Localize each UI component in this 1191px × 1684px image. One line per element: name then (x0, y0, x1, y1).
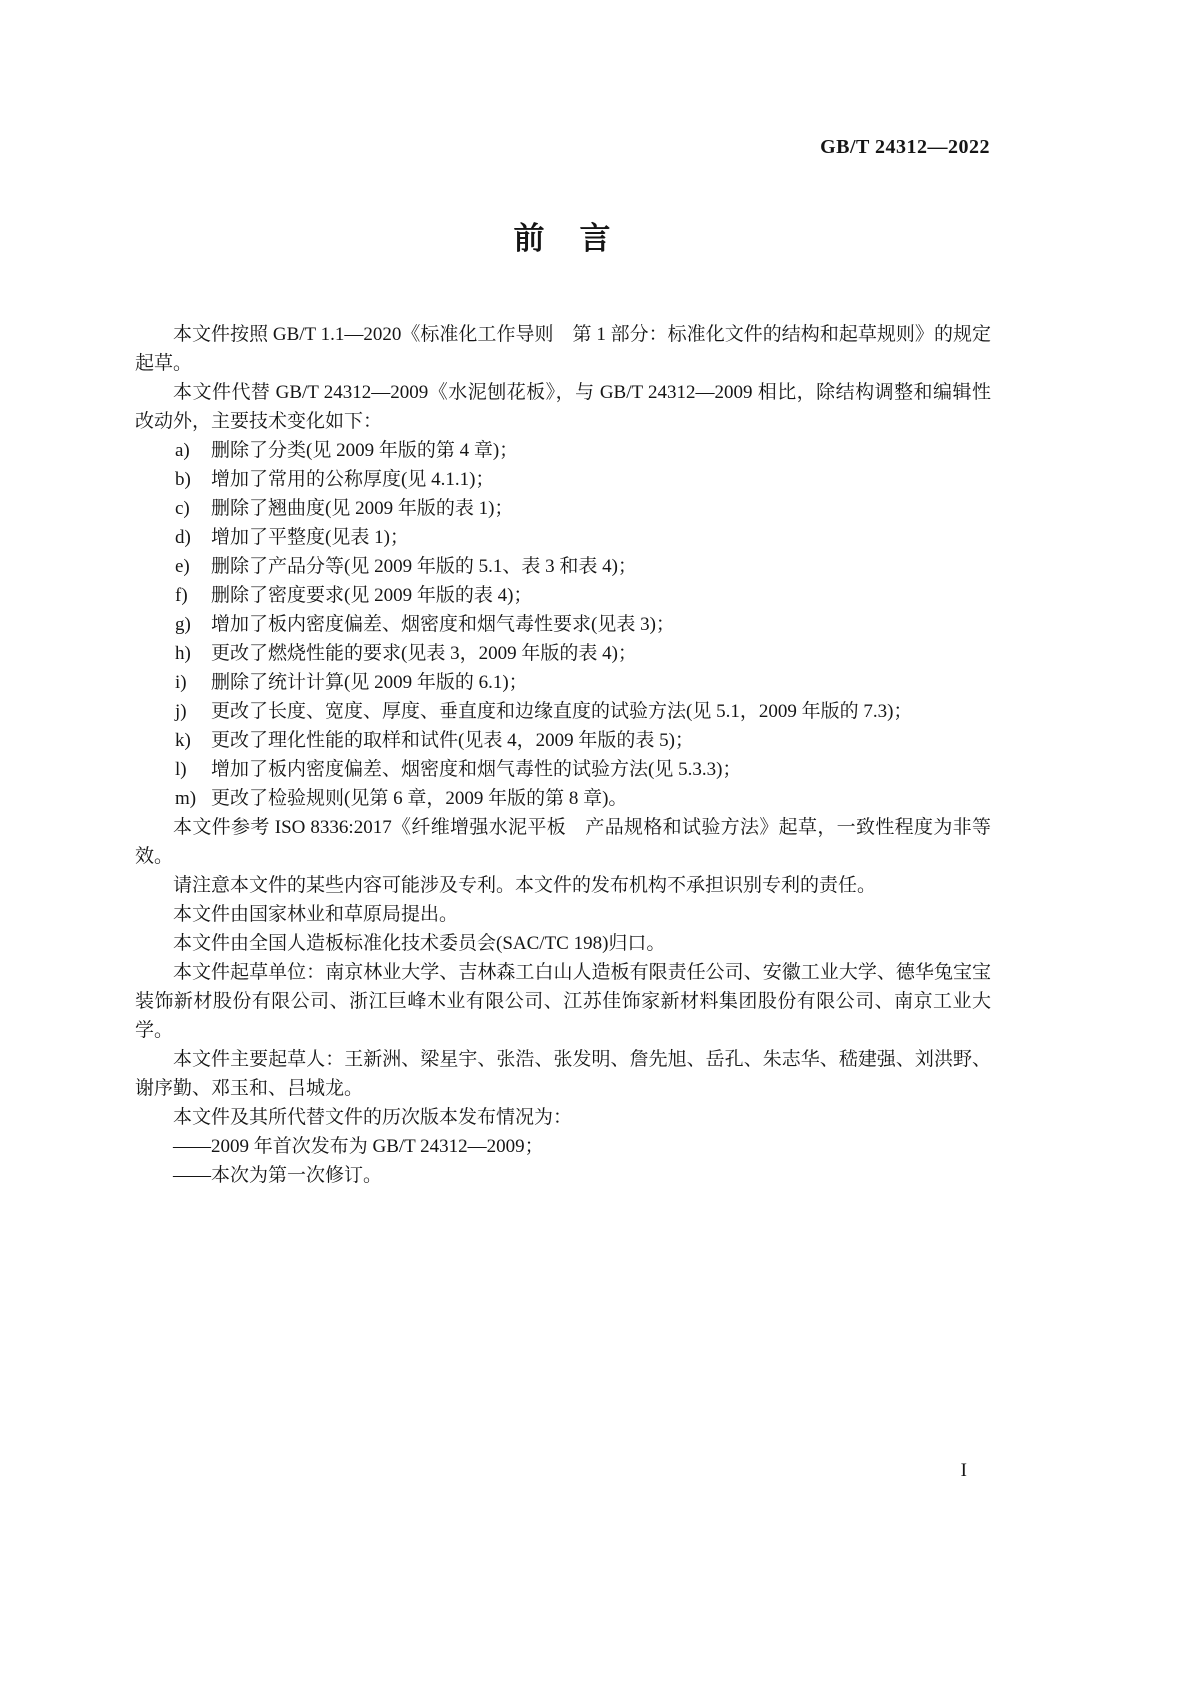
change-text: 删除了密度要求(见 2009 年版的表 4)； (211, 585, 533, 606)
change-text: 增加了平整度(见表 1)； (211, 527, 409, 548)
history-entry: ——本次为第一次修订。 (173, 1165, 383, 1186)
change-label: f) (175, 585, 188, 606)
change-label: i) (175, 672, 187, 693)
closing-paragraph: 本文件及其所代替文件的历次版本发布情况为： (173, 1107, 573, 1128)
closing-paragraph: 本文件参考 ISO 8336:2017《纤维增强水泥平板 产品规格和试验方法》起草，一致性程度为非等效。 (135, 817, 991, 867)
change-label: g) (175, 614, 191, 635)
change-item (135, 581, 991, 610)
closing-paragraph: 本文件起草单位：南京林业大学、吉林森工白山人造板有限责任公司、安徽工业大学、德华兔宝宝装饰新材股份有限公司、浙江巨峰木业有限公司、江苏佳饰家新材料集团股份有限公司、南京工业大学。 (135, 962, 991, 1041)
history-entry: ——2009 年首次发布为 GB/T 24312—2009； (173, 1136, 544, 1157)
foreword-title: 前 言 (513, 221, 613, 257)
change-label: j) (175, 701, 187, 722)
change-label: m) (175, 788, 197, 809)
change-label: h) (175, 643, 191, 664)
change-item (135, 465, 991, 494)
change-item (135, 494, 991, 523)
change-label: d) (175, 527, 191, 548)
change-item (135, 436, 991, 465)
closing-paragraph: 请注意本文件的某些内容可能涉及专利。本文件的发布机构不承担识别专利的责任。 (173, 875, 877, 896)
changes-list (135, 436, 991, 813)
change-text: 增加了板内密度偏差、烟密度和烟气毒性要求(见表 3)； (211, 614, 675, 635)
closing-paragraph: 本文件主要起草人：王新洲、梁星宇、张浩、张发明、詹先旭、岳孔、朱志华、嵇建强、刘洪野、谢序勤、邓玉和、吕城龙。 (135, 1049, 991, 1099)
change-item (135, 784, 991, 813)
closing-paragraph: 本文件由全国人造板标准化技术委员会(SAC/TC 198)归口。 (173, 933, 666, 954)
change-text: 更改了检验规则(见第 6 章，2009 年版的第 8 章)。 (211, 788, 628, 809)
change-label: k) (175, 730, 191, 751)
change-item (135, 610, 991, 639)
change-label: e) (175, 556, 190, 577)
change-item (135, 668, 991, 697)
change-text: 增加了常用的公称厚度(见 4.1.1)； (211, 469, 495, 490)
change-label: a) (175, 440, 190, 461)
change-text: 删除了分类(见 2009 年版的第 4 章)； (211, 440, 519, 461)
change-text: 删除了翘曲度(见 2009 年版的表 1)； (211, 498, 514, 519)
change-item (135, 726, 991, 755)
change-item (135, 755, 991, 784)
closing-paragraph: 本文件由国家林业和草原局提出。 (173, 904, 459, 925)
intro-paragraph: 本文件按照 GB/T 1.1—2020《标准化工作导则 第 1 部分：标准化文件的结构和起草规则》的规定起草。 (135, 324, 991, 374)
change-text: 更改了燃烧性能的要求(见表 3，2009 年版的表 4)； (211, 643, 637, 664)
change-item (135, 639, 991, 668)
intro-paragraph: 本文件代替 GB/T 24312—2009《水泥刨花板》，与 GB/T 24312—2009 相比，除结构调整和编辑性改动外，主要技术变化如下： (135, 382, 991, 432)
change-label: b) (175, 469, 191, 490)
change-text: 删除了统计计算(见 2009 年版的 6.1)； (211, 672, 528, 693)
change-text: 删除了产品分等(见 2009 年版的 5.1、表 3 和表 4)； (211, 556, 637, 577)
standard-code: GB/T 24312—2022 (820, 136, 990, 158)
change-item (135, 697, 991, 726)
change-item (135, 523, 991, 552)
change-text: 增加了板内密度偏差、烟密度和烟气毒性的试验方法(见 5.3.3)； (211, 759, 742, 780)
change-text: 更改了长度、宽度、厚度、垂直度和边缘直度的试验方法(见 5.1，2009 年版的 7.3)； (211, 701, 913, 722)
change-text: 更改了理化性能的取样和试件(见表 4，2009 年版的表 5)； (211, 730, 694, 751)
foreword-body (135, 320, 991, 1190)
page-number: I (960, 1460, 967, 1481)
change-label: c) (175, 498, 190, 519)
change-label: l) (175, 759, 187, 780)
change-item (135, 552, 991, 581)
